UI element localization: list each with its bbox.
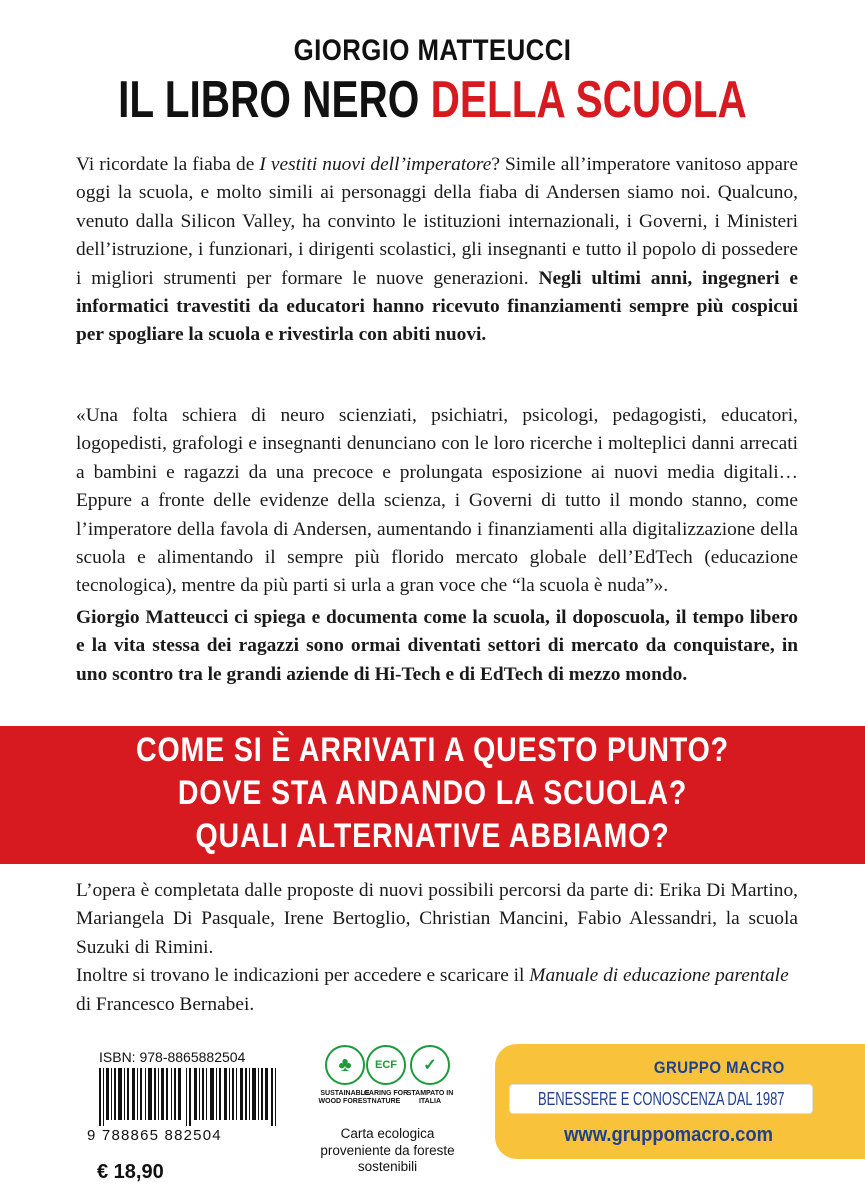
- questions-banner: [0, 726, 865, 864]
- intro-text-1: Vi ricordate la fiaba de: [76, 154, 260, 175]
- cert-label: STAMPATO IN ITALIA: [406, 1090, 454, 1105]
- cert-made-in-italy: [400, 1045, 460, 1106]
- quote-text: «Una folta schiera di neuro scienziati, psichiatri, psicologi, pedagogisti, educatori, logopedisti, grafologi e insegnanti denunciano con le loro ricerche i molteplici danni arrecati a bambini e ragazzi da una precoce e prolungata esposizione ai nuovi media digitali… Eppure a fronte delle evidenze della scienza, i Governi di tutto il mondo stanno, come l’imperatore della favola di Andersen, aumentando i finanziamenti alla digitalizzazione della scuola e alimentando il sempre più florido mercato globale dell’EdTech (educazione tecnologica), mentre da più parti si urla a gran voce che “la scuola è nuda”».: [76, 405, 798, 597]
- paragraph-summary: [76, 604, 798, 689]
- isbn-digits: 9 788865 882504: [87, 1127, 222, 1144]
- manual-text-1: Inoltre si trovano le indicazioni per accedere e scaricare il: [76, 965, 530, 987]
- manual-text-2: di Francesco Bernabei.: [76, 993, 255, 1015]
- cert-label: CARING FOR NATURE: [363, 1090, 409, 1105]
- intro-bold-text: Negli ultimi anni, ingegneri e informatici travestiti da educatori hanno ricevuto finanziamenti sempre più cospicui per spogliare la scuola e rivestirla con abiti nuovi.: [76, 267, 798, 346]
- author-name: GIORGIO MATTEUCCI: [293, 34, 572, 67]
- tree-icon: ♣: [325, 1045, 365, 1085]
- banner-question-3: QUALI ALTERNATIVE ABBIAMO?: [195, 817, 670, 855]
- publisher-tagline-box: [509, 1084, 813, 1114]
- publisher-url[interactable]: www.gruppomacro.com: [564, 1124, 773, 1146]
- price: € 18,90: [97, 1161, 164, 1183]
- publisher-group-name: GRUPPO MACRO: [653, 1058, 785, 1077]
- banner-question-2: DOVE STA ANDANDO LA SCUOLA?: [177, 774, 688, 812]
- intro-text-2: ? Simile all’imperatore vanitoso appare oggi la scuola, e molto simili ai personaggi della fiaba di Andersen siamo noi. Qualcuno, venuto dalla Silicon Valley, ha convinto le istituzioni internazionali, i Governi, i Ministeri dell’istruzione, i funzionari, i dirigenti scolastici, gli insegnanti e tutto il popolo di possedere i migliori strumenti per formare le nuove generazioni.: [76, 154, 798, 289]
- paragraph-contributors: [76, 877, 798, 1019]
- cert-label: SUSTAINABLE WOOD FOREST: [318, 1090, 372, 1105]
- eco-paper-note: Carta ecologica proveniente da foreste sostenibili: [320, 1126, 455, 1174]
- paragraph-intro: [76, 151, 798, 350]
- publisher-tagline: BENESSERE E CONOSCENZA DAL 1987: [537, 1088, 785, 1109]
- intro-fable-title: I vestiti nuovi dell’imperatore: [259, 154, 492, 175]
- title-black-part: IL LIBRO NERO: [118, 71, 420, 129]
- contributors-text: L’opera è completata dalle proposte di nuovi possibili percorsi da parte di: Erika Di Martino, Mariangela Di Pasquale, Irene Bertoglio, Christian Mancini, Fabio Alessandri, la scuola Suzuki di Rimini.: [76, 880, 798, 958]
- isbn-label: ISBN: 978-8865882504: [99, 1049, 246, 1065]
- manual-title: Manuale di educazione parentale: [529, 965, 789, 987]
- ecf-icon: ECF: [366, 1045, 406, 1085]
- title-red-part: DELLA SCUOLA: [430, 71, 747, 129]
- italy-icon: ✓: [410, 1045, 450, 1085]
- book-title: [95, 71, 770, 129]
- banner-question-1: COME SI È ARRIVATI A QUESTO PUNTO?: [136, 731, 729, 769]
- barcode: [87, 1068, 297, 1126]
- publisher-box: [495, 1044, 865, 1159]
- paragraph-quote: [76, 402, 798, 601]
- summary-text: Giorgio Matteucci ci spiega e documenta come la scuola, il doposcuola, il tempo libero e la vita stessa dei ragazzi sono ormai diventati settori di mercato da conquistare, in uno scontro tra le grandi aziende di Hi-Tech e di EdTech di mezzo mondo.: [76, 607, 798, 685]
